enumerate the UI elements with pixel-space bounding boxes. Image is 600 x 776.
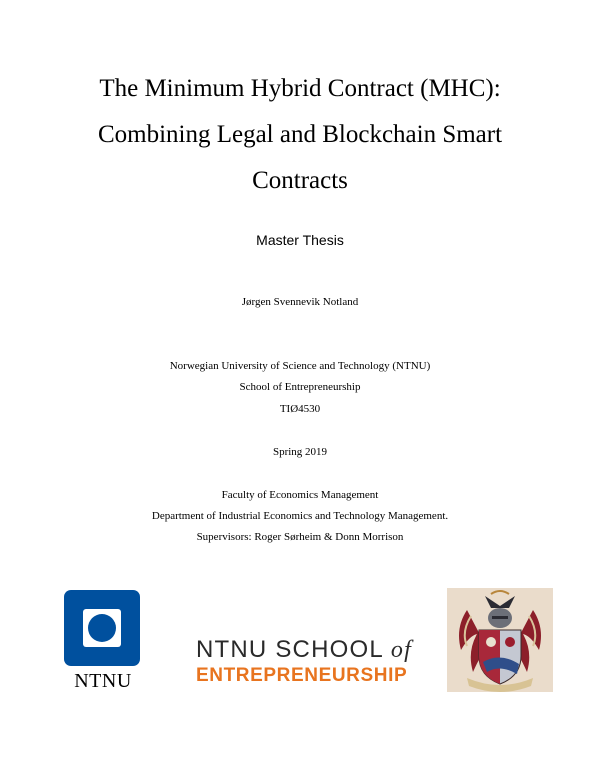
ntnu-logo-text: NTNU (74, 670, 132, 692)
course-code: TIØ4530 (279, 403, 321, 415)
university-name: Norwegian University of Science and Technology (NTNU) (169, 360, 431, 372)
title-line-3: Contracts (252, 167, 348, 194)
department-name: Department of Industrial Economics and Technology Management. (151, 510, 449, 522)
thesis-title (40, 66, 560, 204)
coat-of-arms-logo (447, 588, 553, 692)
ntnu-logo-mark (64, 590, 140, 666)
title-line-2: Combining Legal and Blockchain Smart (97, 121, 503, 148)
school-of-entrepreneurship-logo (196, 636, 411, 688)
school-logo-line-2: ENTREPRENEURSHIP (196, 665, 408, 686)
school-name: School of Entrepreneurship (239, 381, 361, 393)
author-name: Jørgen Svennevik Notland (241, 296, 359, 308)
title-line-1: The Minimum Hybrid Contract (MHC): (99, 75, 501, 102)
faculty-name: Faculty of Economics Management (221, 489, 379, 501)
ntnu-logo (64, 590, 142, 693)
document-type: Master Thesis (256, 232, 344, 248)
school-logo-line-1: NTNU SCHOOL of (196, 636, 412, 663)
supervisors: Supervisors: Roger Sørheim & Donn Morrison (196, 531, 404, 543)
term: Spring 2019 (272, 446, 328, 458)
